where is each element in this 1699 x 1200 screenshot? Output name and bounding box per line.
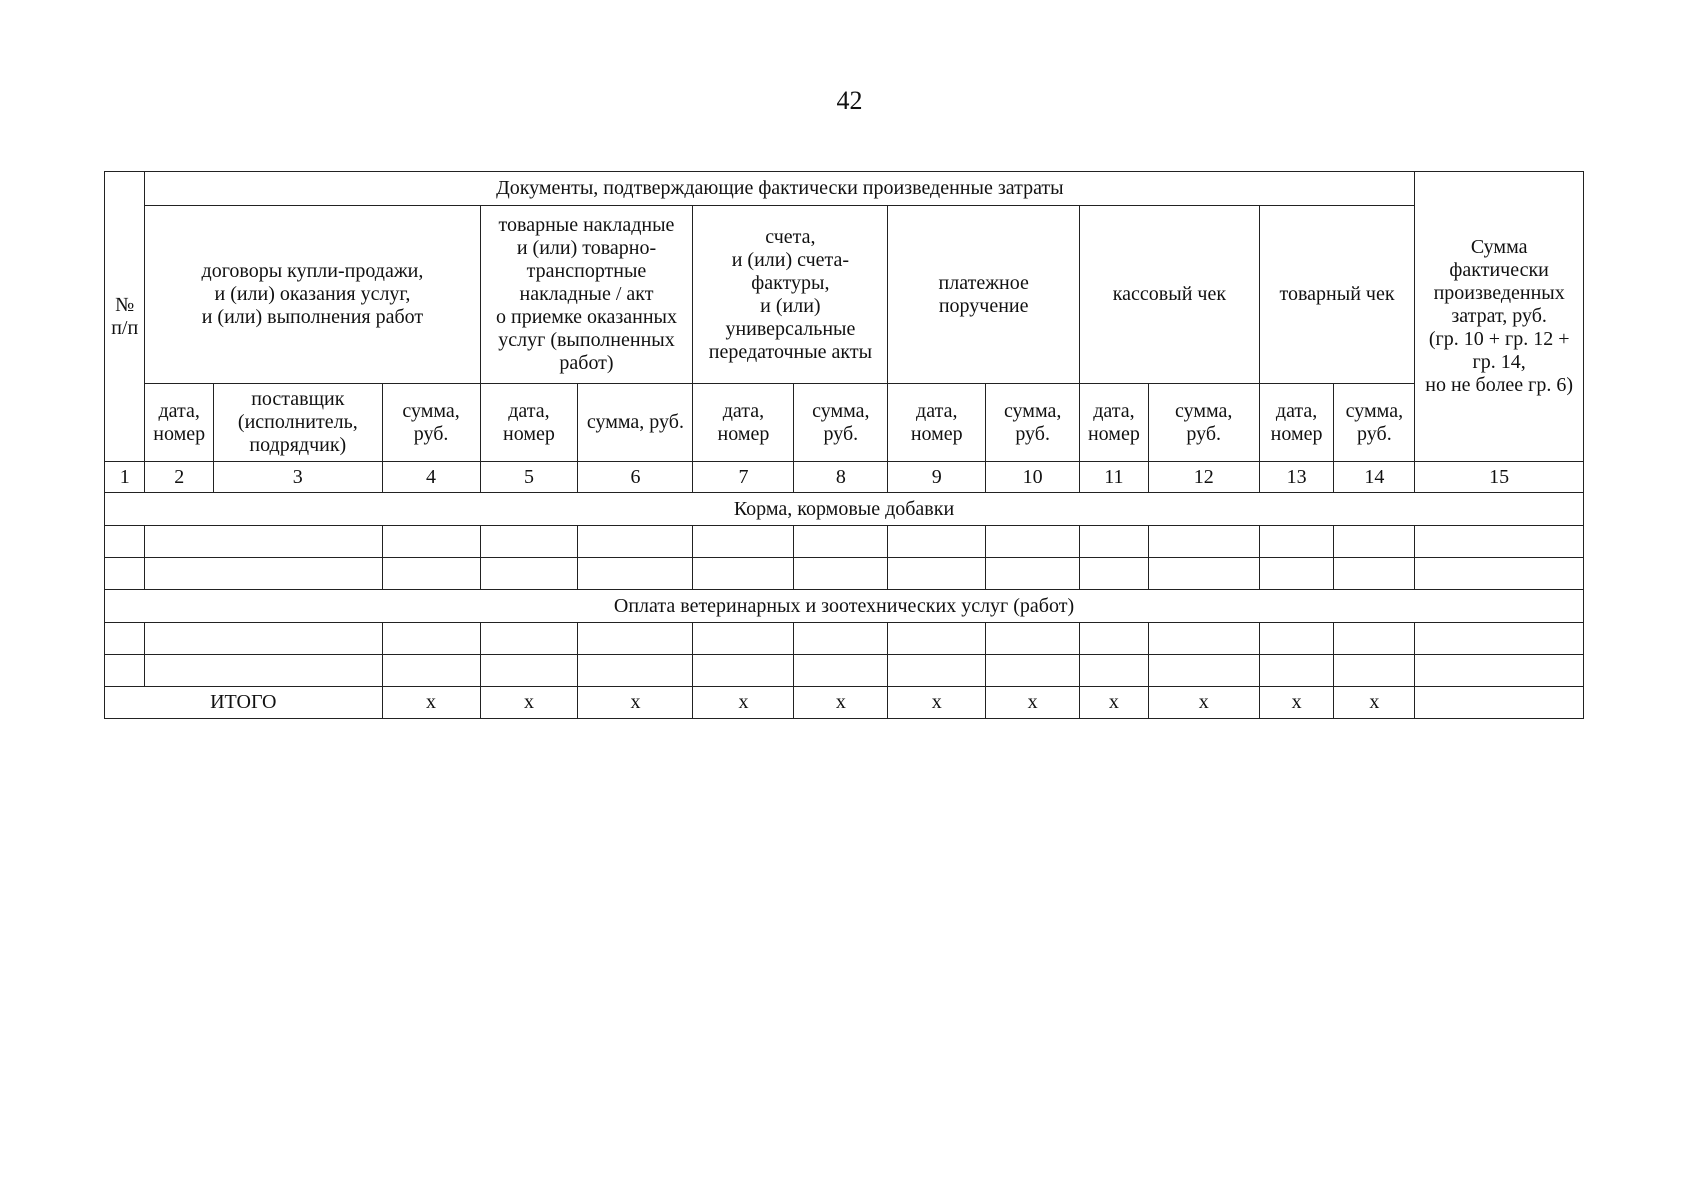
empty-cell[interactable]	[1334, 526, 1415, 558]
total-mark: х	[794, 687, 888, 719]
subheader-cell: дата, номер	[1080, 384, 1149, 462]
column-number: 3	[214, 462, 383, 493]
total-mark: х	[480, 687, 578, 719]
empty-cell[interactable]	[693, 655, 794, 687]
group-payment-order: платежное поручение	[888, 206, 1080, 384]
column-number-row	[105, 462, 1584, 493]
empty-cell[interactable]	[794, 526, 888, 558]
empty-cell[interactable]	[105, 526, 145, 558]
group-cash-receipt: кассовый чек	[1080, 206, 1260, 384]
empty-cell[interactable]	[145, 655, 382, 687]
empty-cell[interactable]	[693, 558, 794, 590]
empty-cell[interactable]	[1148, 655, 1259, 687]
subheader-cell: сумма, руб.	[794, 384, 888, 462]
subheader-cell: сумма, руб.	[382, 384, 480, 462]
column-number: 7	[693, 462, 794, 493]
empty-cell[interactable]	[105, 655, 145, 687]
subheader-cell: дата, номер	[145, 384, 214, 462]
empty-cell[interactable]	[1415, 526, 1584, 558]
empty-cell[interactable]	[105, 623, 145, 655]
empty-cell[interactable]	[693, 623, 794, 655]
expenses-documents-table	[104, 171, 1584, 719]
column-number: 2	[145, 462, 214, 493]
empty-cell[interactable]	[1259, 526, 1334, 558]
empty-cell[interactable]	[578, 526, 693, 558]
total-mark: х	[693, 687, 794, 719]
header-row-number: № п/п	[105, 172, 145, 462]
empty-cell[interactable]	[986, 558, 1080, 590]
column-number: 12	[1148, 462, 1259, 493]
empty-cell[interactable]	[794, 558, 888, 590]
page-number: 42	[836, 86, 863, 115]
total-mark: х	[1148, 687, 1259, 719]
empty-cell[interactable]	[693, 526, 794, 558]
empty-cell[interactable]	[382, 526, 480, 558]
total-mark: х	[1080, 687, 1149, 719]
empty-cell[interactable]	[986, 623, 1080, 655]
empty-cell[interactable]	[480, 558, 578, 590]
column-number: 9	[888, 462, 986, 493]
total-mark: х	[986, 687, 1080, 719]
empty-row	[105, 558, 1584, 590]
total-row	[105, 687, 1584, 719]
empty-cell[interactable]	[888, 526, 986, 558]
subheader-cell: дата, номер	[693, 384, 794, 462]
empty-cell[interactable]	[1259, 558, 1334, 590]
empty-cell[interactable]	[480, 655, 578, 687]
empty-cell[interactable]	[1080, 558, 1149, 590]
column-number: 8	[794, 462, 888, 493]
column-number: 6	[578, 462, 693, 493]
empty-cell[interactable]	[1334, 623, 1415, 655]
empty-cell[interactable]	[145, 558, 382, 590]
empty-cell[interactable]	[382, 623, 480, 655]
header-documents: Документы, подтверждающие фактически произведенные затраты	[145, 172, 1415, 206]
empty-cell[interactable]	[1259, 623, 1334, 655]
empty-cell[interactable]	[1334, 655, 1415, 687]
empty-cell[interactable]	[578, 558, 693, 590]
total-mark: х	[1334, 687, 1415, 719]
empty-cell[interactable]	[1080, 655, 1149, 687]
subheader-cell: сумма, руб.	[578, 384, 693, 462]
empty-cell[interactable]	[105, 558, 145, 590]
column-number: 14	[1334, 462, 1415, 493]
empty-cell[interactable]	[578, 623, 693, 655]
subheader-cell: дата, номер	[480, 384, 578, 462]
empty-cell[interactable]	[578, 655, 693, 687]
column-number: 4	[382, 462, 480, 493]
empty-cell[interactable]	[382, 558, 480, 590]
empty-cell[interactable]	[794, 623, 888, 655]
subheader-cell: сумма, руб.	[1334, 384, 1415, 462]
total-mark: х	[578, 687, 693, 719]
header-actual-sum: Сумма фактически произведенных затрат, руб. (гр. 10 + гр. 12 + гр. 14, но не более гр. 6)	[1415, 172, 1584, 462]
subheader-cell: поставщик (исполнитель, подрядчик)	[214, 384, 383, 462]
section-title-feed: Корма, кормовые добавки	[105, 493, 1584, 526]
empty-cell[interactable]	[1148, 526, 1259, 558]
empty-cell[interactable]	[145, 526, 382, 558]
empty-cell[interactable]	[1334, 558, 1415, 590]
empty-cell[interactable]	[986, 655, 1080, 687]
empty-cell[interactable]	[1080, 623, 1149, 655]
empty-cell[interactable]	[1148, 623, 1259, 655]
subheader-cell: дата, номер	[1259, 384, 1334, 462]
empty-row	[105, 623, 1584, 655]
group-contracts: договоры купли-продажи, и (или) оказания услуг, и (или) выполнения работ	[145, 206, 480, 384]
group-invoices: счета, и (или) счета- фактуры, и (или) универсальные передаточные акты	[693, 206, 888, 384]
empty-row	[105, 526, 1584, 558]
total-label: ИТОГО	[105, 687, 383, 719]
column-number: 1	[105, 462, 145, 493]
empty-cell[interactable]	[986, 526, 1080, 558]
group-waybills: товарные накладные и (или) товарно- транспортные накладные / акт о приемке оказанных услуг (выполненных работ)	[480, 206, 693, 384]
subheader-cell: дата, номер	[888, 384, 986, 462]
empty-cell[interactable]	[145, 623, 382, 655]
empty-cell[interactable]	[480, 526, 578, 558]
empty-cell[interactable]	[1259, 655, 1334, 687]
empty-cell[interactable]	[1415, 558, 1584, 590]
total-mark: х	[382, 687, 480, 719]
empty-cell[interactable]	[888, 623, 986, 655]
column-number: 5	[480, 462, 578, 493]
empty-cell[interactable]	[794, 655, 888, 687]
empty-cell[interactable]	[480, 623, 578, 655]
column-number: 11	[1080, 462, 1149, 493]
column-number: 15	[1415, 462, 1584, 493]
empty-cell[interactable]	[1080, 526, 1149, 558]
total-mark: х	[1259, 687, 1334, 719]
section-title-veterinary: Оплата ветеринарных и зоотехнических услуг (работ)	[105, 590, 1584, 623]
subheader-cell: сумма, руб.	[1148, 384, 1259, 462]
empty-row	[105, 655, 1584, 687]
empty-cell[interactable]	[888, 655, 986, 687]
subheader-cell: сумма, руб.	[986, 384, 1080, 462]
empty-cell[interactable]	[888, 558, 986, 590]
column-number: 13	[1259, 462, 1334, 493]
column-number: 10	[986, 462, 1080, 493]
group-sales-receipt: товарный чек	[1259, 206, 1415, 384]
empty-cell[interactable]	[382, 655, 480, 687]
empty-cell[interactable]	[1415, 623, 1584, 655]
empty-cell[interactable]	[1148, 558, 1259, 590]
total-mark: х	[888, 687, 986, 719]
total-sum-cell[interactable]	[1415, 687, 1584, 719]
empty-cell[interactable]	[1415, 655, 1584, 687]
